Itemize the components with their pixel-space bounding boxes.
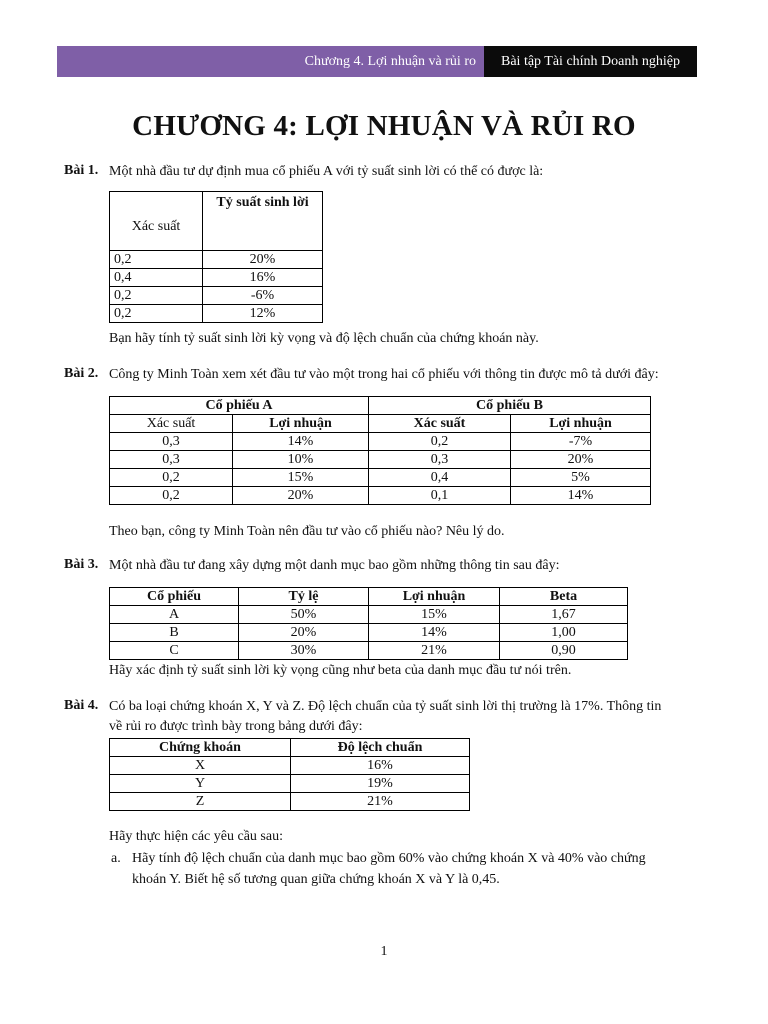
cell: 20% bbox=[233, 487, 369, 505]
bai1-header-prob: Xác suất bbox=[110, 192, 203, 251]
cell: Y bbox=[110, 775, 291, 793]
cell: 14% bbox=[511, 487, 651, 505]
cell: 0,1 bbox=[369, 487, 511, 505]
bai3-col-stock: Cổ phiếu bbox=[110, 588, 239, 606]
bai4-intro: Hãy thực hiện các yêu cầu sau: bbox=[109, 829, 283, 844]
bai2-group-a: Cổ phiếu A bbox=[110, 397, 369, 415]
bai1-header-return: Tỷ suất sinh lời bbox=[203, 192, 323, 251]
cell: 14% bbox=[233, 433, 369, 451]
bai1-question: Bạn hãy tính tỷ suất sinh lời kỳ vọng và độ lệch chuẩn của chứng khoán này. bbox=[109, 331, 539, 346]
cell: 21% bbox=[369, 642, 500, 660]
cell: 0,90 bbox=[500, 642, 628, 660]
cell: 0,2 bbox=[110, 287, 203, 305]
bai2-col-prob-a: Xác suất bbox=[110, 415, 233, 433]
bai4-item-a-line1: Hãy tính độ lệch chuẩn của danh mục bao gồm 60% vào chứng khoán X và 40% vào chứng bbox=[132, 851, 646, 866]
table-row bbox=[110, 642, 628, 660]
bai2-col-return-b: Lợi nhuận bbox=[511, 415, 651, 433]
bai3-text: Một nhà đầu tư đang xây dựng một danh mục bao gồm những thông tin sau đây: bbox=[109, 558, 560, 573]
cell: 0,4 bbox=[110, 269, 203, 287]
page-title: CHƯƠNG 4: LỢI NHUẬN VÀ RỦI RO bbox=[132, 110, 636, 142]
cell: 20% bbox=[511, 451, 651, 469]
bai3-table bbox=[109, 587, 628, 660]
bai3-question: Hãy xác định tỷ suất sinh lời kỳ vọng cũng như beta của danh mục đầu tư nói trên. bbox=[109, 663, 572, 678]
cell: 14% bbox=[369, 624, 500, 642]
cell: 0,2 bbox=[110, 469, 233, 487]
cell: 19% bbox=[291, 775, 470, 793]
cell: 0,3 bbox=[110, 451, 233, 469]
bai3-label: Bài 3. bbox=[64, 557, 99, 572]
cell: B bbox=[110, 624, 239, 642]
table-row bbox=[110, 487, 651, 505]
table-row bbox=[110, 757, 470, 775]
cell: 0,2 bbox=[369, 433, 511, 451]
cell: 10% bbox=[233, 451, 369, 469]
bai4-item-a-line2: khoán Y. Biết hệ số tương quan giữa chứng khoán X và Y là 0,45. bbox=[132, 872, 500, 887]
bai2-label: Bài 2. bbox=[64, 366, 99, 381]
cell: 30% bbox=[239, 642, 369, 660]
page-header bbox=[57, 46, 697, 77]
bai2-question: Theo bạn, công ty Minh Toàn nên đầu tư vào cổ phiếu nào? Nêu lý do. bbox=[109, 524, 505, 539]
cell: 15% bbox=[233, 469, 369, 487]
cell: 16% bbox=[203, 269, 323, 287]
bai1-text: Một nhà đầu tư dự định mua cổ phiếu A với tỷ suất sinh lời có thể có được là: bbox=[109, 164, 544, 179]
bai4-text-line1: Có ba loại chứng khoán X, Y và Z. Độ lệch chuẩn của tỷ suất sinh lời thị trường là 17%. Thông tin bbox=[109, 699, 662, 714]
cell: 0,2 bbox=[110, 251, 203, 269]
header-course: Bài tập Tài chính Doanh nghiệp bbox=[484, 46, 697, 77]
cell: A bbox=[110, 606, 239, 624]
bai4-col-security: Chứng khoán bbox=[110, 739, 291, 757]
cell: -7% bbox=[511, 433, 651, 451]
table-row bbox=[110, 624, 628, 642]
bai4-item-a-label: a. bbox=[111, 851, 121, 866]
cell: 16% bbox=[291, 757, 470, 775]
table-row bbox=[110, 251, 323, 269]
bai4-text-line2: về rủi ro được trình bày trong bảng dưới đây: bbox=[109, 719, 363, 734]
table-row bbox=[110, 606, 628, 624]
bai1-table bbox=[109, 191, 323, 323]
cell: 1,00 bbox=[500, 624, 628, 642]
bai2-table bbox=[109, 396, 651, 505]
table-row bbox=[110, 469, 651, 487]
table-row bbox=[110, 433, 651, 451]
cell: X bbox=[110, 757, 291, 775]
bai4-label: Bài 4. bbox=[64, 698, 99, 713]
table-row bbox=[110, 287, 323, 305]
bai2-col-return-a: Lợi nhuận bbox=[233, 415, 369, 433]
cell: 20% bbox=[203, 251, 323, 269]
cell: 0,3 bbox=[110, 433, 233, 451]
table-row bbox=[110, 793, 470, 811]
bai4-col-stdev: Độ lệch chuẩn bbox=[291, 739, 470, 757]
bai2-text: Công ty Minh Toàn xem xét đầu tư vào một trong hai cổ phiếu với thông tin được mô tả dưới đây: bbox=[109, 367, 659, 382]
page-number: 1 bbox=[380, 944, 388, 959]
table-row bbox=[110, 775, 470, 793]
cell: 0,2 bbox=[110, 305, 203, 323]
cell: 50% bbox=[239, 606, 369, 624]
bai2-group-b: Cổ phiếu B bbox=[369, 397, 651, 415]
cell: C bbox=[110, 642, 239, 660]
header-chapter: Chương 4. Lợi nhuận và rủi ro bbox=[57, 46, 484, 77]
bai2-col-prob-b: Xác suất bbox=[369, 415, 511, 433]
cell: 0,2 bbox=[110, 487, 233, 505]
bai4-table bbox=[109, 738, 470, 811]
table-row bbox=[110, 269, 323, 287]
table-row bbox=[110, 451, 651, 469]
cell: 21% bbox=[291, 793, 470, 811]
cell: 5% bbox=[511, 469, 651, 487]
cell: 20% bbox=[239, 624, 369, 642]
cell: -6% bbox=[203, 287, 323, 305]
bai3-col-weight: Tỷ lệ bbox=[239, 588, 369, 606]
cell: Z bbox=[110, 793, 291, 811]
cell: 0,4 bbox=[369, 469, 511, 487]
bai1-label: Bài 1. bbox=[64, 163, 99, 178]
table-row bbox=[110, 305, 323, 323]
cell: 0,3 bbox=[369, 451, 511, 469]
cell: 12% bbox=[203, 305, 323, 323]
cell: 15% bbox=[369, 606, 500, 624]
cell: 1,67 bbox=[500, 606, 628, 624]
bai3-col-beta: Beta bbox=[500, 588, 628, 606]
bai3-col-return: Lợi nhuận bbox=[369, 588, 500, 606]
